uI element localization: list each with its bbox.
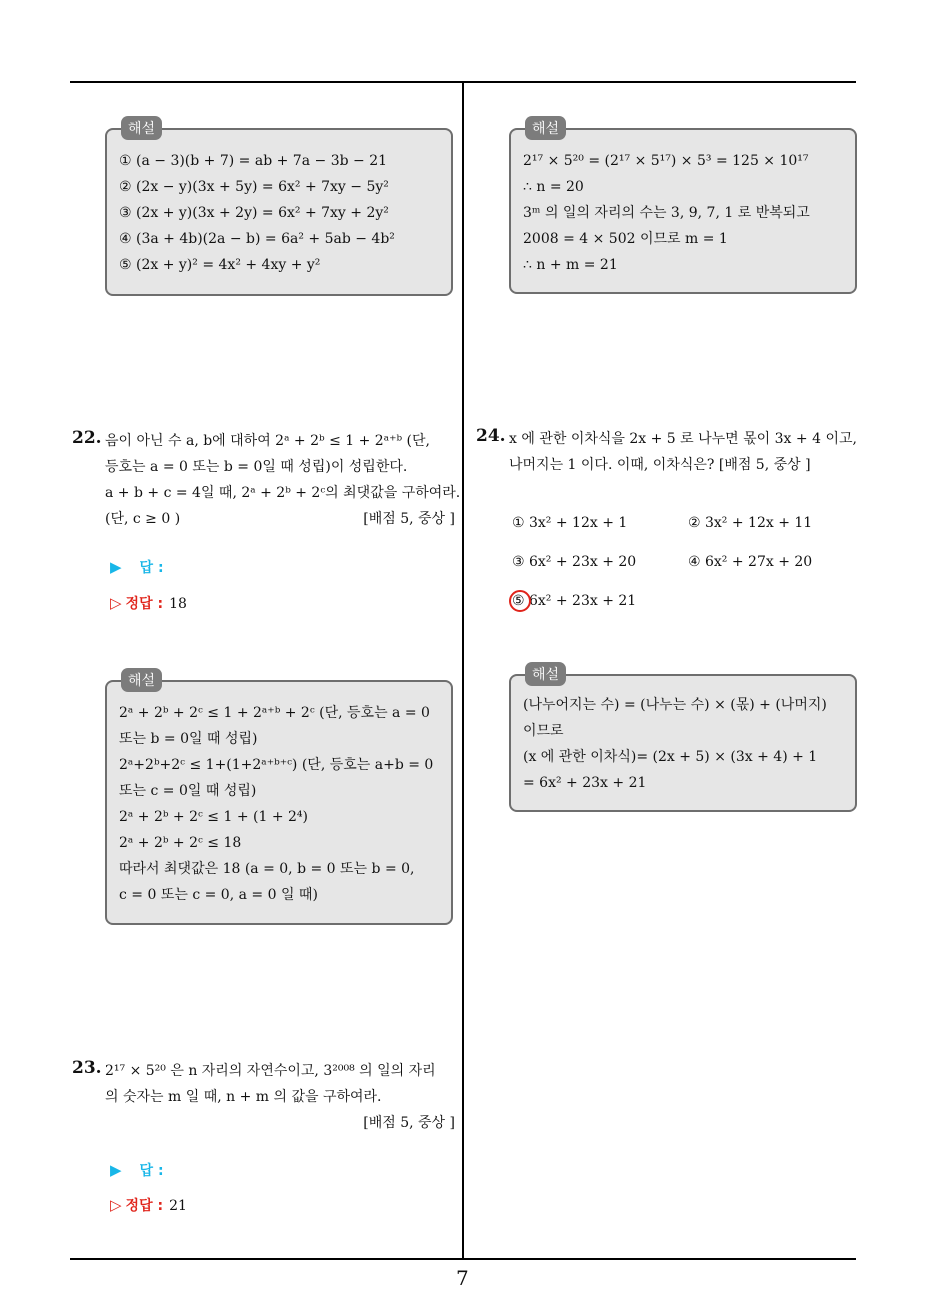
- question-23-text: [105, 1058, 455, 1136]
- correct-value: 18: [169, 596, 187, 612]
- question-number-22: 22.: [72, 428, 102, 448]
- score-label: [배점 5, 중상 ]: [363, 1115, 455, 1131]
- correct-row-q22: [110, 593, 187, 613]
- explanation-box-q21: [105, 121, 453, 296]
- answer-circle-mark: [509, 590, 531, 612]
- explanation-line: 2ᵃ + 2ᵇ + 2ᶜ ≤ 18: [119, 835, 242, 851]
- explanation-line: 2ᵃ+2ᵇ+2ᶜ ≤ 1+(1+2ᵃ⁺ᵇ⁺ᶜ) (단, 등호는 a+b = 0: [119, 757, 434, 773]
- explanation-line: 2ᵃ + 2ᵇ + 2ᶜ ≤ 1 + 2ᵃ⁺ᵇ + 2ᶜ (단, 등호는 a = 0: [119, 705, 430, 721]
- explanation-box-q22: [105, 673, 453, 925]
- explanation-line: 2008 = 4 × 502 이므로 m = 1: [523, 231, 728, 247]
- bottom-rule: [70, 1258, 856, 1260]
- explanation-line: (x 에 관한 이차식)= (2x + 5) × (3x + 4) + 1: [523, 749, 818, 765]
- option-2[interactable]: ② 3x² + 12x + 11: [688, 515, 813, 531]
- explanation-tag: 해설: [121, 116, 162, 140]
- column-divider: [462, 82, 464, 1259]
- option-4[interactable]: ④ 6x² + 27x + 20: [688, 554, 813, 570]
- question-line: 음이 아닌 수 a, b에 대하여 2ᵃ + 2ᵇ ≤ 1 + 2ᵃ⁺ᵇ (단,: [105, 433, 430, 449]
- correct-value: 21: [169, 1198, 187, 1214]
- question-line: x 에 관한 이차식을 2x + 5 로 나누면 몫이 3x + 4 이고,: [509, 431, 857, 447]
- explanation-line: ∴ n = 20: [523, 179, 584, 195]
- page-number: 7: [456, 1266, 469, 1290]
- explanation-line: ② (2x − y)(3x + 5y) = 6x² + 7xy − 5y²: [119, 179, 389, 195]
- explanation-line: 또는 b = 0일 때 성립): [119, 731, 258, 747]
- explanation-box-q23: [509, 121, 857, 294]
- answer-label: 답 :: [139, 560, 164, 576]
- question-line: 등호는 a = 0 또는 b = 0일 때 성립)이 성립한다.: [105, 459, 408, 475]
- explanation-line: ∴ n + m = 21: [523, 257, 618, 273]
- explanation-line: ④ (3a + 4b)(2a − b) = 6a² + 5ab − 4b²: [119, 231, 395, 247]
- explanation-line: 이므로: [523, 723, 564, 739]
- play-arrow-icon: ▶: [110, 1161, 122, 1179]
- question-line: 나머지는 1 이다. 이때, 이차식은? [배점 5, 중상 ]: [509, 457, 811, 473]
- question-22-text: [105, 428, 461, 532]
- play-arrow-icon: ▶: [110, 558, 122, 576]
- question-line: 의 숫자는 m 일 때, n + m 의 값을 구하여라.: [105, 1089, 382, 1105]
- correct-label: 정답 :: [125, 596, 164, 612]
- question-number-24: 24.: [476, 426, 506, 446]
- option-1[interactable]: ① 3x² + 12x + 1: [512, 515, 628, 531]
- explanation-box-q24: [509, 667, 857, 812]
- triangle-outline-icon: ▷: [110, 594, 122, 612]
- triangle-outline-icon: ▷: [110, 1196, 122, 1214]
- option-5[interactable]: ⑤ 6x² + 23x + 21: [512, 593, 637, 609]
- explanation-tag: 해설: [525, 116, 566, 140]
- explanation-line: = 6x² + 23x + 21: [523, 775, 647, 791]
- correct-row-q23: [110, 1195, 187, 1215]
- explanation-line: 3ᵐ 의 일의 자리의 수는 3, 9, 7, 1 로 반복되고: [523, 205, 810, 221]
- explanation-line: ⑤ (2x + y)² = 4x² + 4xy + y²: [119, 257, 321, 273]
- explanation-line: 2¹⁷ × 5²⁰ = (2¹⁷ × 5¹⁷) × 5³ = 125 × 10¹⁷: [523, 153, 809, 169]
- explanation-line: c = 0 또는 c = 0, a = 0 일 때): [119, 887, 318, 903]
- question-line: 2¹⁷ × 5²⁰ 은 n 자리의 자연수이고, 3²⁰⁰⁸ 의 일의 자리: [105, 1063, 436, 1079]
- question-number-23: 23.: [72, 1058, 102, 1078]
- explanation-line: ③ (2x + y)(3x + 2y) = 6x² + 7xy + 2y²: [119, 205, 389, 221]
- answer-row-q22: [110, 557, 164, 577]
- question-line: (단, c ≥ 0 ): [105, 511, 181, 527]
- explanation-line: 2ᵃ + 2ᵇ + 2ᶜ ≤ 1 + (1 + 2⁴): [119, 809, 308, 825]
- explanation-line: ① (a − 3)(b + 7) = ab + 7a − 3b − 21: [119, 153, 388, 169]
- explanation-tag: 해설: [121, 668, 162, 692]
- explanation-tag: 해설: [525, 662, 566, 686]
- score-label: [배점 5, 중상 ]: [363, 511, 455, 527]
- correct-label: 정답 :: [125, 1198, 164, 1214]
- answer-row-q23: [110, 1160, 164, 1180]
- answer-label: 답 :: [139, 1163, 164, 1179]
- explanation-line: (나누어지는 수) = (나누는 수) × (몫) + (나머지): [523, 697, 827, 713]
- explanation-line: 따라서 최댓값은 18 (a = 0, b = 0 또는 b = 0,: [119, 861, 415, 877]
- option-3[interactable]: ③ 6x² + 23x + 20: [512, 554, 637, 570]
- question-line: a + b + c = 4일 때, 2ᵃ + 2ᵇ + 2ᶜ의 최댓값을 구하여라.: [105, 485, 461, 501]
- question-24-text: [509, 426, 859, 478]
- explanation-line: 또는 c = 0일 때 성립): [119, 783, 257, 799]
